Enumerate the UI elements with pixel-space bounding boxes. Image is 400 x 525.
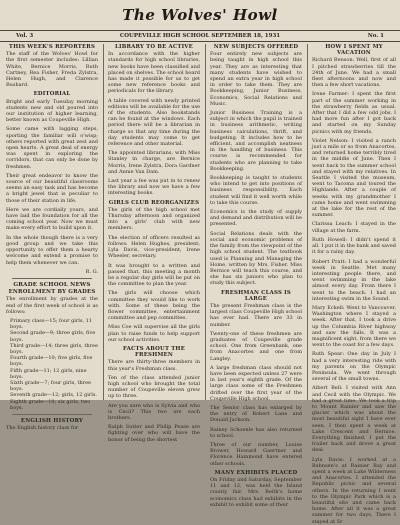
- headline-new-subjects: NEW SUBJECTS OFFERED: [213, 44, 299, 50]
- article-paragraph: Violet Nelson: I visited a ranch just a mile or so from Anacortes, and returned home terribly tired in the middle of June. Then I went back to the summer school and stayed with my relatives. In Seattle I visited the museum, went to Tacoma and toured the Highlands. After a couple of weeks with my grandmother I came home and went swimming at the lake for the rest of the summer.: [312, 137, 396, 219]
- article-paragraph: The appointed librarians, with Miss Stanley in charge, are Bernice Morris, Irene Zylstra, Dora Gardner and Annie Van Dam.: [108, 150, 200, 175]
- volume-label: Vol. 3: [16, 33, 34, 39]
- headline-english-history: ENGLISH HISTORY: [20, 417, 84, 424]
- editorial-paragraph: Their great endeavor to know the source of our beautiful classrooms seems an easy task and has become a bright jewel that is peculiar to those of their station in life.: [6, 172, 98, 204]
- column-rule: [205, 44, 206, 400]
- article-paragraph: The girls of the high school met Thursday afternoon and organized into a girls' club with new members.: [108, 206, 200, 232]
- article-english-history: The English history class for: [6, 425, 79, 432]
- article-paragraph: Irene Farmer: I spent the first part of the summer working in the strawberry fields as usual. After that I did a few odd jobs. I had more fun after I got back and started on my Sunday picnics with my friends.: [312, 91, 396, 135]
- list-item: Fourth grade—10; five girls, five boys.: [10, 355, 93, 368]
- article-paragraph: Clarissa Leach: I stayed in the village at the farm.: [312, 221, 396, 234]
- article-paragraph: It was brought to a written and passed that, this meeting a month be a regular day girls will be put on the committee to plan the year.: [108, 262, 200, 288]
- editorial-paragraph: Here we are cordially yours, and have laid the foundation for all the coming school year. Now we must make every effort to build upon it.: [6, 206, 98, 232]
- editorial-paragraph: Bright and early Tuesday morning students new and old poured into our institution of higher learning, better known as Coupeville High.: [6, 98, 98, 124]
- headline-editorial: EDITORIAL: [33, 91, 71, 98]
- article-paragraph: Robert Pratt: I had a wonderful week in Seattle. Met many interesting people there, and went swimming in the lake almost every day. From there I went to the beach. I had an interesting swim in the Sound.: [312, 258, 396, 302]
- article-paragraph: There are thirty-three members in this year's Freshman class.: [108, 359, 200, 372]
- article-paragraph: Richard Benson: Well, first of all I pitched strawberries till the 24th of June. We had a small fleet afternoons and now and then a few short vacations.: [312, 57, 396, 89]
- article-paragraph: A table covered with newly printed editions will be available for the use of the students. Also bookstands can be found at the windows. Each period there will be a librarian in charge so that any time during the day students may come to get reference and other material.: [108, 97, 200, 148]
- article-paragraph: Bookkeeping is taught to students who intend to get into positions of business responsibility. Each student will find it well worth while to take this course.: [210, 175, 302, 206]
- article-paragraph: Social Relations deals with the social and economic problems of the family from the viewpoint of the high school student. The textbook used is Planning and Managing the Home, written by Mrs. Fisher. Miss Bernice will teach this course, and she has six juniors who plan to study this subject.: [210, 230, 302, 287]
- article-paragraph: The girls will choose which committee they would like to work with. Some of these being the flower committee, entertainment committee and pep committee.: [108, 290, 200, 322]
- article-paragraph: The present Freshman class is the largest class Coupeville High school has ever had. There are 33 in number.: [210, 302, 302, 328]
- list-item: Seventh grade—12; girls, 12 girls.: [10, 392, 98, 399]
- headline-freshmen-facts: FACTS ABOUT THE FRESHMEN: [122, 345, 186, 359]
- column-1: [6, 44, 98, 432]
- article-paragraph: In accordance with the higher standards for high school libraries, new books have been classified and placed on shelves. The school board has made it possible for us to get some new reference books and periodicals for the library.: [108, 51, 200, 95]
- headline-girls-club: GIRLS CLUB REORGANIZES: [108, 199, 200, 206]
- article-paragraph: Mary Eckell: Went to Vancouver, Washington where I stayed a week. After that, I took a drive up the Columbia River highway and saw the falls. It was a magnificent sight, from there we went to the coast for a few days.: [312, 304, 396, 349]
- article-paragraph: Ten of the class attended junior high school who brought the total number of Coupeville eleven grew up to three.: [108, 374, 200, 400]
- column-rule: [103, 44, 104, 400]
- masthead: [0, 0, 400, 30]
- headline-grade-school-news: GRADE SCHOOL NEWS: [13, 281, 91, 288]
- editorial-paragraph: In the whole though there is a very good group and we take this opportunity to offer them a hearty welcome and extend a promise to help them whenever we can.: [6, 234, 98, 266]
- article-paragraph: Junior Business Training is a subject in which the pupil is trained in business arithmetic, writing business calculations, thrift, and budgeting. It includes how to be efficient, and accomplish neatness in the handling of business. This course is recommended for students who are planning to take Bookkeeping.: [210, 110, 302, 172]
- list-item: Second grade—9; three girls, five boys.: [10, 330, 96, 343]
- editorial-signature: R. G.: [85, 268, 98, 275]
- article-reporters: The staff of the Wolves' Howl for the first semester includes: Lillian White, Bernice Morris, Ruth Cartney, Rea Fisher, Freda Zylstra, Helen Hugh, and Clarence Bushard.: [6, 51, 98, 89]
- newspaper-title: The Wolves' Howl: [122, 6, 278, 24]
- list-item: Primary class—15; four girls, 11 boys.: [10, 317, 92, 331]
- headline-freshman-class: FRESHMAN CLASS IS LARGE: [221, 289, 291, 302]
- headline-vacation: HOW I SPENT MY VACATION: [325, 44, 383, 57]
- column-rule: [307, 44, 308, 400]
- headline-exhibits: MANY EXHIBITS PLACED: [214, 469, 298, 476]
- article-paragraph: Rainey Schoenle has also returned to school.: [210, 426, 302, 439]
- article-paragraph: Economics is the study of supply and demand and distribution will be presented.: [210, 209, 302, 228]
- divider: [12, 278, 92, 279]
- headline-library: LIBRARY TO BE ACTIVE: [115, 44, 193, 50]
- editorial-paragraph: Some came with lagging steps, sporting the familiar will o'wisp; others reported with great zest and open hearts. A great deal of energy was spent in exploring the corridors, that can only be done by freshmen.: [6, 126, 98, 170]
- column-2: [108, 44, 200, 443]
- article-paragraph: Ralph Sutter and Philip Pease are fighting over who will have the honor of being the shortest: [108, 424, 200, 443]
- column-4: [312, 44, 396, 525]
- dateline: [0, 30, 400, 42]
- headline-enrollment: ENROLLMENT BY GRADES: [8, 289, 96, 296]
- article-paragraph: The Senior class has enlarged by the entry of Robert Lane and Donald Jackson.: [210, 404, 302, 424]
- column-3: [210, 44, 302, 508]
- school-and-date: COUPEVILLE HIGH SCHOOL SEPTEMBER 18, 1931: [119, 33, 281, 39]
- article-paragraph: Ruth Spear: One day in July I had a very interesting ride with my parents on the Olympic Peninsula. We went through several of the small towns.: [312, 351, 396, 383]
- article-paragraph: Are you sure who is Sylvia and who is Cecil? This two are each brothers.: [108, 402, 200, 421]
- article-paragraph: The election of officers resulted as follows: Helen Hughes, president; Lyla Davis, vice-president; Irene Wheeler, secretary.: [108, 234, 200, 260]
- list-item: Sixth grade—7; four girls, three boys.: [10, 379, 91, 393]
- list-item: Third grade—14; three girls, three boys.: [10, 342, 98, 355]
- article-paragraph: Twenty-one of these freshmen are graduates of Coupeville grade school. One from Greenbank, one from Anacortes and one from Langley.: [210, 330, 302, 362]
- enrollment-intro: The enrollment by grades at the end of the first week of school is as follows:: [6, 296, 98, 315]
- article-paragraph: Ruth Howell: I didn't spend it all. I put it in the bank and saved it for a rainy day.: [312, 236, 396, 256]
- list-item: Fifth grade—11; 12 girls, nine boys.: [10, 367, 87, 380]
- article-paragraph: Lyla Davis: I worked at a Bahnsen's at Rainier Bay and spent a week at Lake Wilderness and Anacortes. I attended the Republic picnic and several others. In the returning I went to the Olympic Park which is a beautiful site and came back home. After all it was a great summer for two days. There I stayed at Sr: [312, 456, 396, 525]
- article-paragraph: A large freshman class should not have been expected unless 27 were in last year's eighth grade. Of the large class some of the Freshmen drifted over the first year of the Coupeville High school.: [210, 364, 302, 402]
- list-item: Eighth grade—10; six girls, two boys.: [10, 398, 91, 411]
- divider: [12, 414, 92, 415]
- article-paragraph: Three of our number, Louise Brower, Howard Gaertner and Florence Hammond have entered other schools.: [210, 441, 302, 467]
- issue-number: No. 1: [367, 33, 384, 39]
- article-paragraph: Albert Bell: I visited with Ann and Cecil with the Olympic. We had a great time. We took a trip to Mount Rainier and saw the glacier which was about the most beautiful sight I have ever seen. I then spent a week at Lake Crescent and Bernice. Everything finished, I put the trailer back and drove a great deal.: [312, 385, 396, 454]
- headline-reporters: THIS WEEK'S REPORTERS: [8, 44, 96, 50]
- article-paragraph: Miss Coe will supervise all the girls plan to raise funds to help support our school activities.: [108, 324, 200, 343]
- article-paragraph: Four entirely new subjects are being taught in high school this year. They are as interesting that many students have wished to spend an extra year in high school in order to take them. They are Bookkeeping, Junior Business, Economics, Social Relations and Music.: [210, 51, 302, 107]
- article-paragraph: On Friday and Saturday, September 11 and 12, was held the Island county fair. Mrs. Beith's home economics class had exhibits in the exhibit to exhibit some of their: [210, 477, 302, 508]
- article-paragraph: Last year a fee was put in to renew the library and now we have a few interesting books.: [108, 178, 200, 197]
